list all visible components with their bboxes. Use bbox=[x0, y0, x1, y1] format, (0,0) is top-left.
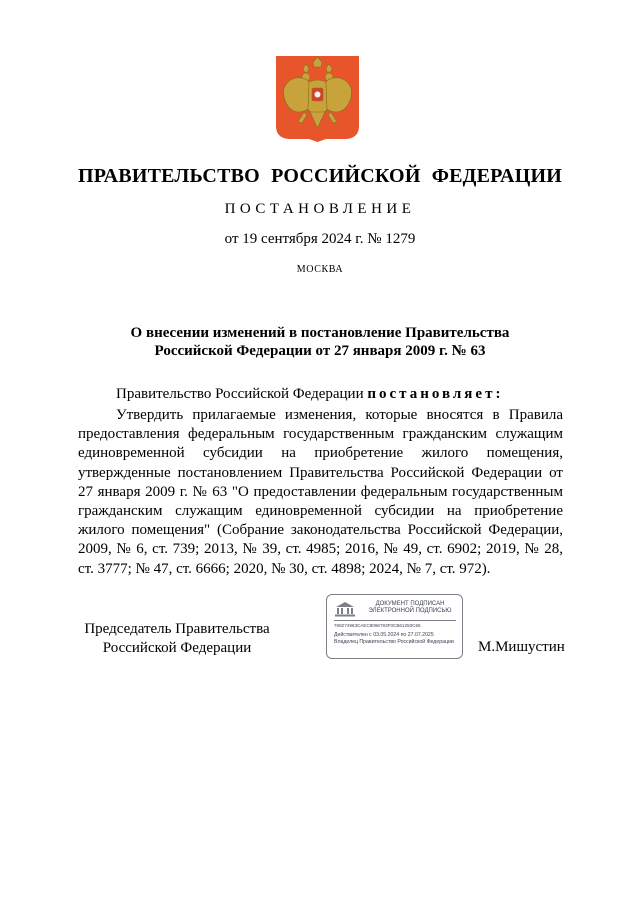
government-title: ПРАВИТЕЛЬСТВО РОССИЙСКОЙ ФЕДЕРАЦИИ bbox=[78, 165, 562, 187]
preamble-text: Правительство Российской Федерации bbox=[116, 386, 364, 402]
stamp-owner: Владелец Правительство Российской Федерации bbox=[334, 639, 454, 645]
electronic-signature-stamp bbox=[326, 594, 463, 659]
document-date-number: от 19 сентября 2024 г. № 1279 bbox=[224, 231, 416, 247]
decree-word: постановляет: bbox=[367, 386, 504, 402]
body-paragraph: Утвердить прилагаемые изменения, которые вносятся в Правила предоставления федеральным государственным гражданским служащим единовременной субсидии на приобретение жилого помещения, утвержденные постановлением Правительства Российской Федерации от 27 января 2009 г. № 63 "О предоставлении федеральным государственным гражданским служащим единовременной субсидии на приобретение жилого помещения" (Собрание законодательства Российской Федерации, 2009, № 6, ст. 739; 2013, № 39, ст. 4985; 2016, № 49, ст. 6902; 2019, № 28, ст. 3777; № 47, ст. 6666; 2020, № 30, ст. 4898; 2024, № 7, ст. 972). bbox=[78, 407, 563, 577]
document-type: ПОСТАНОВЛЕНИЕ bbox=[224, 201, 416, 217]
government-building-icon bbox=[334, 601, 356, 617]
subject-line-2: Российской Федерации от 27 января 2009 г. № 63 bbox=[154, 343, 486, 359]
preamble bbox=[116, 386, 503, 403]
position-line-2: Российской Федерации bbox=[102, 640, 252, 656]
stamp-serial: 768274963CAEC8096783F0CB61250C66 bbox=[334, 623, 421, 628]
stamp-divider bbox=[334, 620, 456, 621]
document-city: МОСКВА bbox=[296, 264, 344, 275]
signatory-name: М.Мишустин bbox=[478, 639, 565, 655]
document-subject bbox=[0, 324, 640, 360]
state-emblem-icon bbox=[276, 56, 359, 142]
subject-line-1: О внесении изменений в постановление Правительства bbox=[130, 325, 510, 341]
signatory-position bbox=[72, 620, 282, 658]
stamp-validity: Действителен с 03.05.2024 по 27.07.2025 bbox=[334, 632, 434, 638]
position-line-1: Председатель Правительства bbox=[84, 621, 270, 637]
stamp-title: ДОКУМЕНТ ПОДПИСАН ЭЛЕКТРОННОЙ ПОДПИСЬЮ bbox=[368, 601, 452, 614]
